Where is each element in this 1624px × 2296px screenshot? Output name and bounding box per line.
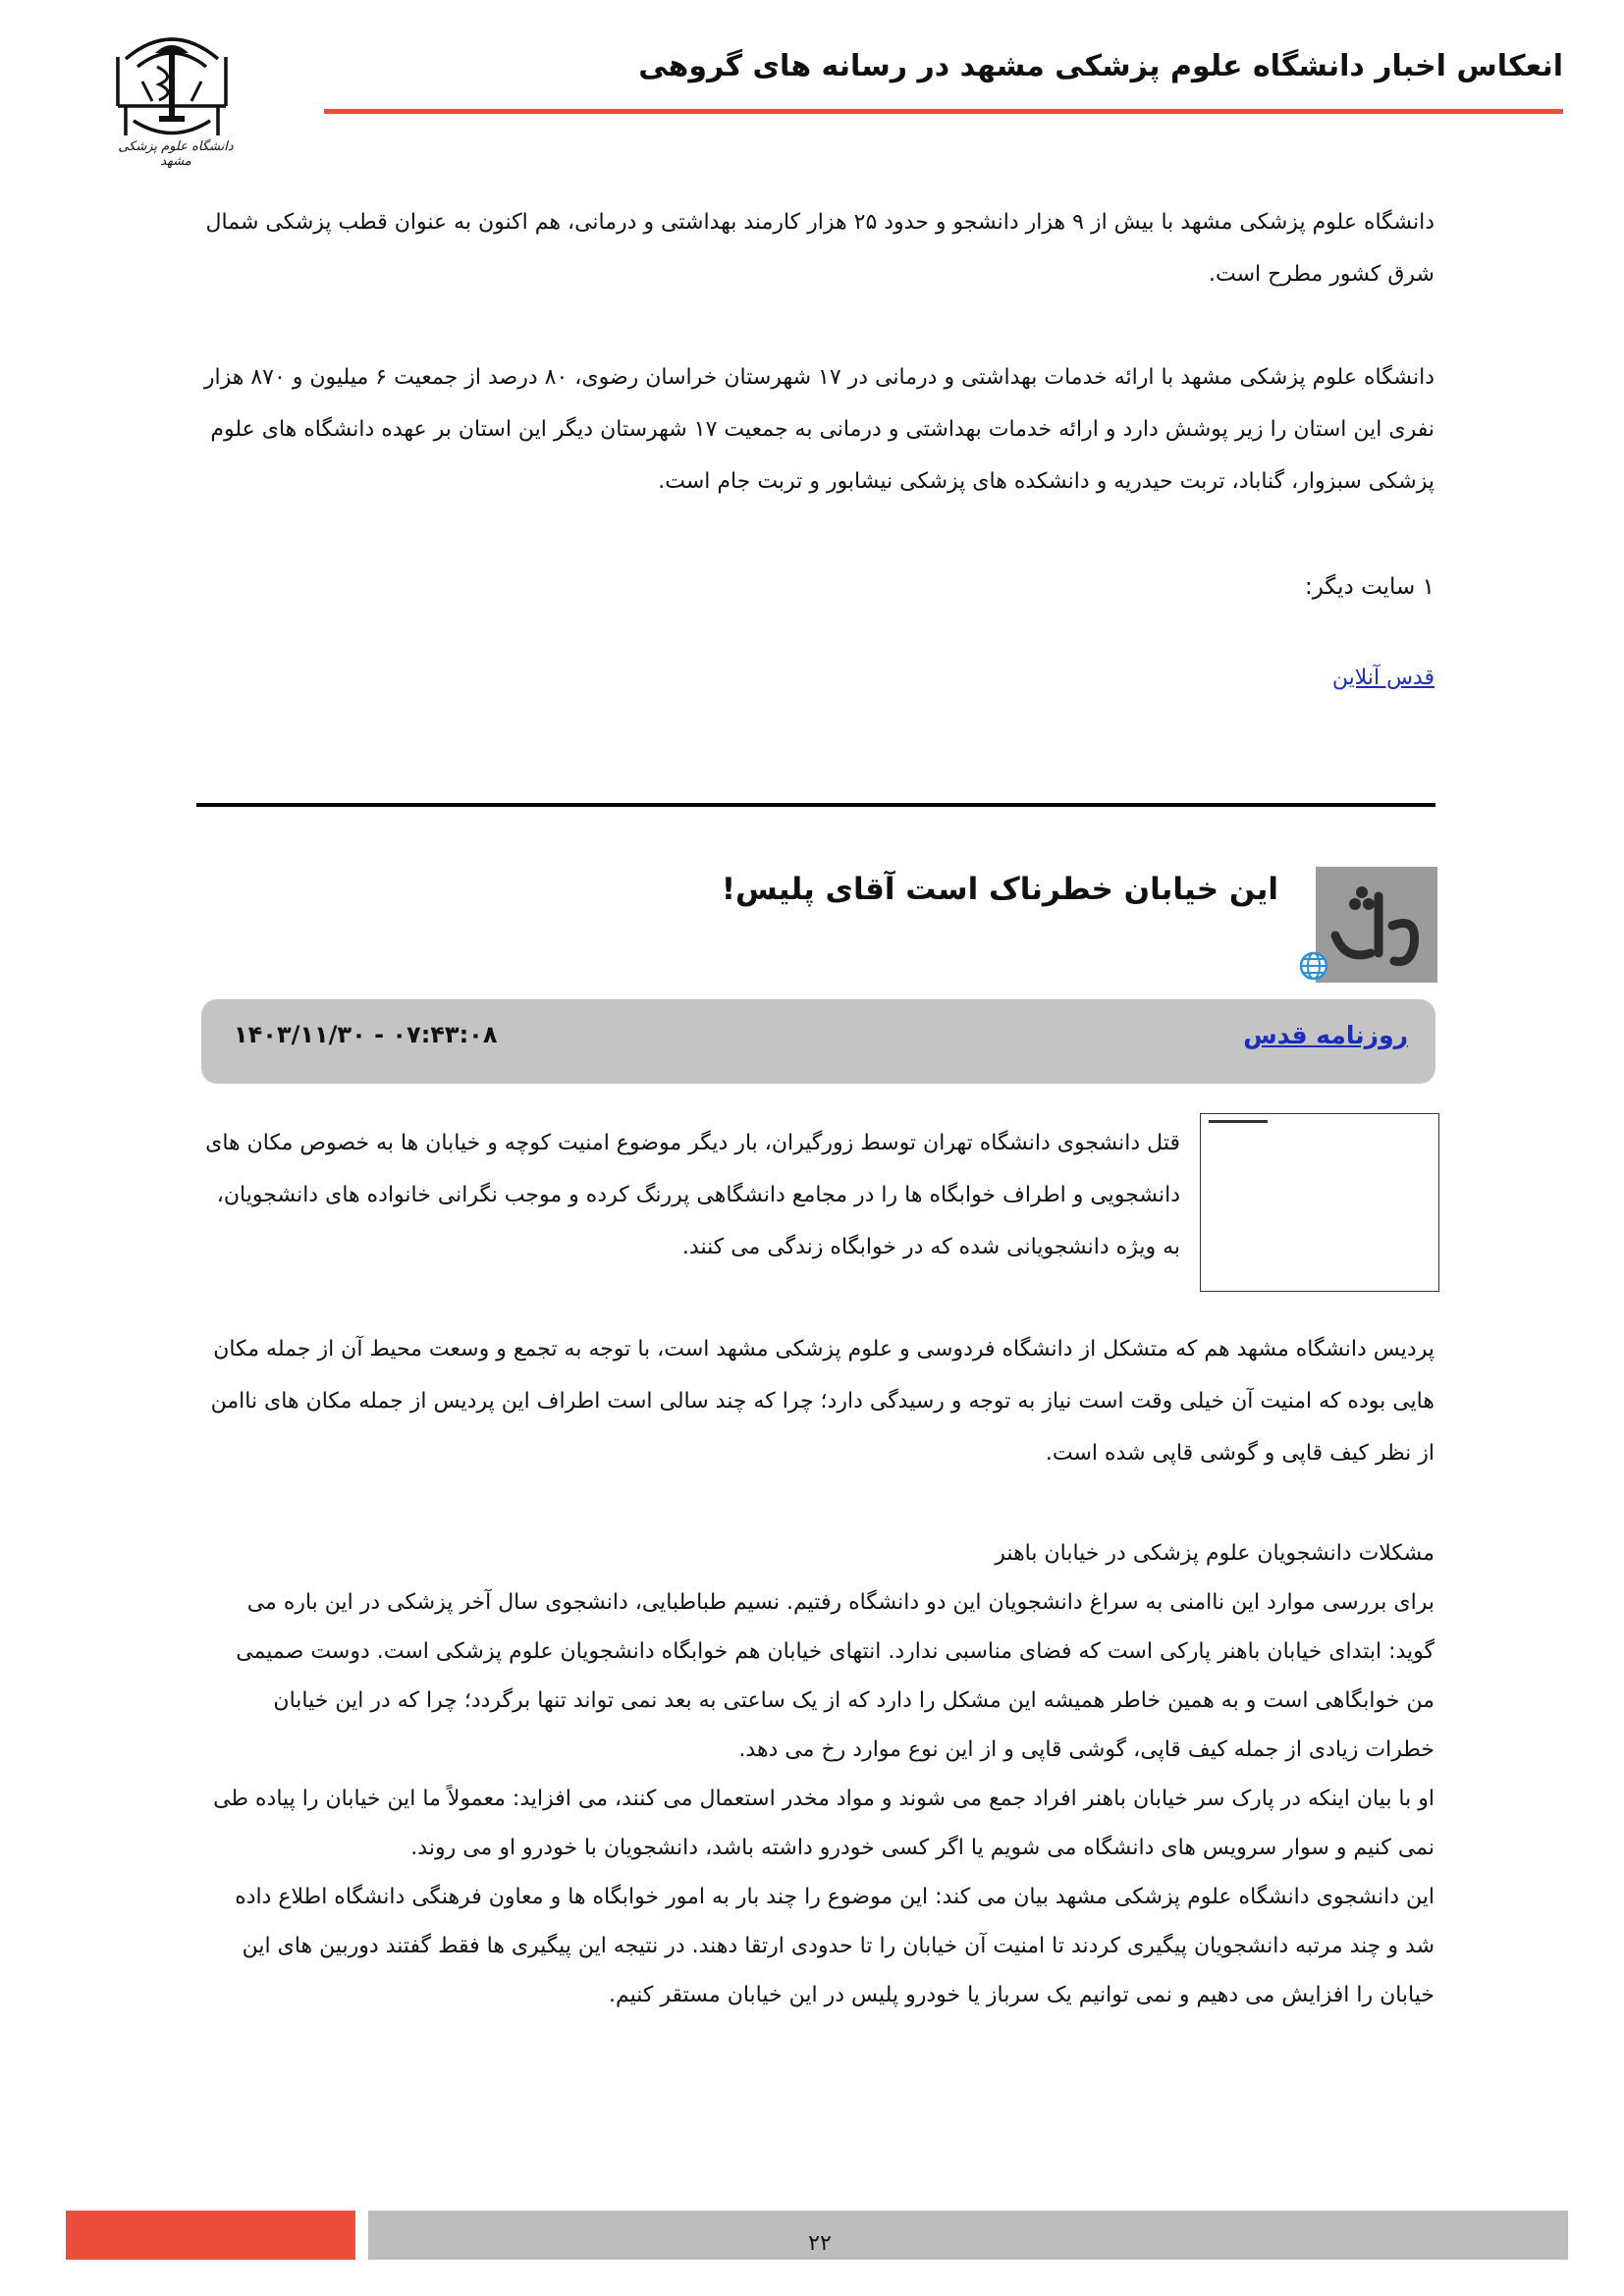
article-paragraph-interview: برای بررسی موارد این ناامنی به سراغ دانشجویان این دو دانشگاه رفتیم. نسیم طباطبایی، دانشجوی سال آخر پزشکی در این باره می گوید: ابتدای خیابان باهنر پارکی است که فضای مناسبی ندارد. انتهای خیابان هم خوابگاه دانشجویان علوم پزشکی است. دوست صمیمی من خوابگاهی است و به همین خاطر همیشه این مشکل را دارد که از یک ساعتی به بعد نمی تواند تنها برگردد؛ چرا که در این خیابان خطرات زیادی از جمله کیف قاپی، گوشی قاپی و از این نوع موارد رخ می دهد. [236,1590,1435,1762]
page-header-title: انعکاس اخبار دانشگاه علوم پزشکی مشهد در رسانه های گروهی [638,49,1563,83]
article-body-block [202,1529,1435,2020]
paragraph-university-size: دانشگاه علوم پزشکی مشهد با بیش از ۹ هزار دانشجو و حدود ۲۵ هزار کارمند بهداشتی و درمانی، هم اکنون به عنوان قطب پزشکی شمال شرق کشور مطرح است. [205,210,1435,287]
article-paragraph-campus: پردیس دانشگاه مشهد هم که متشکل از دانشگاه فردوسی و علوم پزشکی مشهد است، با توجه به تجمع و وسعت محیط آن از جمله مکان هایی بوده که امنیت آن خیلی وقت است نیاز به توجه و رسیدگی دارد؛ چرا که چند سالی است اطراف این پردیس از جمله مکان های ناامن از نظر کیف قاپی و گوشی قاپی شده است. [210,1337,1435,1466]
other-site-link-row [845,666,1435,690]
article-source-row [1015,1021,1408,1049]
article-title: این خیابان خطرناک است آقای پلیس! [721,872,1278,907]
article-paragraph-park: او با بیان اینکه در پارک سر خیابان باهنر افراد جمع می شوند و مواد مخدر استعمال می کنند، می افزاید: معمولاً ما این خیابان را پیاده طی نمی کنیم و سوار سرویس های دانشگاه می شویم یا اگر کسی خودرو داشته باشد، دانشجویان با خودرو او می روند. [213,1787,1435,1860]
header-rule [324,109,1563,114]
other-sites-label: ۱ سایت دیگر: [1304,574,1435,600]
footer-bar [368,2211,1568,2260]
article-paragraph-intro: قتل دانشجوی دانشگاه تهران توسط زورگیران، بار دیگر موضوع امنیت کوچه و خیابان ها به خصوص مکان های دانشجویی و اطراف خوابگاه ها را در مجامع دانشگاهی پررنگ کرده و موجب نگرانی خانواده های دانشجویان، به ویژه دانشجویانی شده که در خوابگاه زندگی می کنند. [205,1131,1180,1259]
logo-caption: دانشگاه علوم پزشکی مشهد [118,139,234,169]
article-source-link[interactable]: روزنامه قدس [1243,1021,1408,1049]
article-datetime: ۱۴۰۳/۱۱/۳۰ - ۰۷:۴۳:۰۸ [234,1021,498,1048]
article-image-placeholder [1200,1113,1439,1292]
article-paragraph-followup: این دانشجوی دانشگاه علوم پزشکی مشهد بیان می کند: این موضوع را چند بار به امور خوابگاه ها و معاون فرهنگی دانشگاه اطلاع داده شد و چند مرتبه دانشجویان پیگیری کردند تا امنیت آن خیابان را تا حدودی ارتقا دهند. در نتیجه این پیگیری ها فقط گفتند دوربین های این خیابان را افزایش می دهیم و نمی توانیم یک سرباز یا خودرو پلیس در این خیابان مستقر کنیم. [235,1885,1435,2007]
page-number: ۲۲ [808,2231,832,2256]
article-subheading: مشکلات دانشجویان علوم پزشکی در خیابان باهنر [995,1541,1435,1566]
section-separator [196,803,1435,807]
paragraph-university-coverage: دانشگاه علوم پزشکی مشهد با ارائه خدمات بهداشتی و درمانی در ۱۷ شهرستان خراسان رضوی، ۸۰ درصد از جمعیت ۶ میلیون و ۸۷۰ هزار نفری این استان را زیر پوشش دارد و ارائه خدمات بهداشتی و درمانی به جمعیت ۱۷ شهرستان دیگر این استان بر عهده دانشگاه های علوم پزشکی سبزوار، گناباد، تربت حیدریه و دانشکده های پزشکی نیشابور و تربت جام است. [203,365,1435,494]
globe-icon [1298,950,1329,982]
qods-online-link[interactable]: قدس آنلاین [1331,666,1435,690]
footer-accent-bar [66,2211,355,2260]
qods-newspaper-logo-icon [1316,867,1437,983]
